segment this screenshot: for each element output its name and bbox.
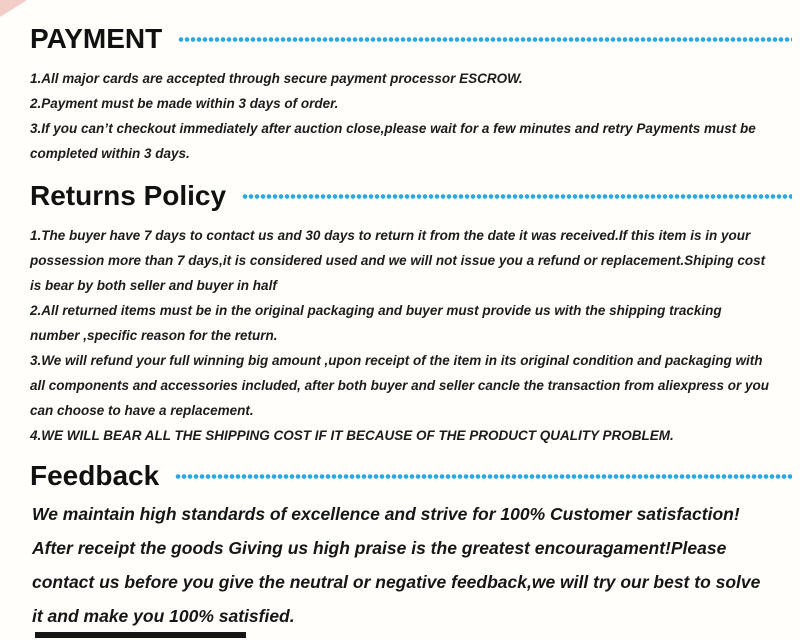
returns-item-4: 4.WE WILL BEAR ALL THE SHIPPING COST IF IT BECAUSE OF THE PRODUCT QUALITY PROBLEM. <box>30 428 674 443</box>
payment-section-title: PAYMENT <box>30 23 163 54</box>
payment-item-3: 3.If you can’t checkout immediately after auction close,please wait for a few minutes and retry Payments must be completed within 3 days. <box>30 121 756 161</box>
feedback-paragraph: We maintain high standards of excellence and strive for 100% Customer satisfaction! After receipt the goods Giving us high praise is the greatest encouragament!Please contact us before you give the neutral or negative feedback,we will try our best to solve it and make you 100% satisfied. <box>32 504 761 626</box>
feedback-section-title: Feedback <box>30 460 160 491</box>
corner-artifact-mark <box>0 0 27 18</box>
section-feedback <box>30 461 792 633</box>
payment-item-2: 2.Payment must be made within 3 days of order. <box>30 96 339 111</box>
returns-section-title: Returns Policy <box>30 180 227 211</box>
returns-item-1: 1.The buyer have 7 days to contact us and 30 days to return it from the date it was received.If this item is in your possession more than 7 days,it is considered used and we will not issue you a refund or replacement.Shiping cost is bear by both seller and buyer in half <box>30 228 766 293</box>
returns-section-header <box>30 181 792 211</box>
feedback-section-header <box>30 461 792 491</box>
section-returns-policy <box>30 181 792 448</box>
section-payment <box>30 24 792 166</box>
returns-item-2: 2.All returned items must be in the original packaging and buyer must provide us with the shipping tracking number ,specific reason for the return. <box>30 303 722 343</box>
payment-items <box>30 66 792 166</box>
returns-items <box>30 223 792 448</box>
returns-item-3: 3.We will refund your full winning big amount ,upon receipt of the item in its original condition and packaging with all components and accessories included, after both buyer and seller cancle the transaction from aliexpress or you can choose to have a replacement. <box>30 353 769 418</box>
bottom-divider-bar <box>35 632 246 638</box>
dotted-divider-line <box>175 472 792 481</box>
payment-item-1: 1.All major cards are accepted through secure payment processor ESCROW. <box>30 71 523 86</box>
dotted-divider-line <box>178 35 792 44</box>
dotted-divider-line <box>242 192 792 201</box>
payment-section-header <box>30 24 792 54</box>
